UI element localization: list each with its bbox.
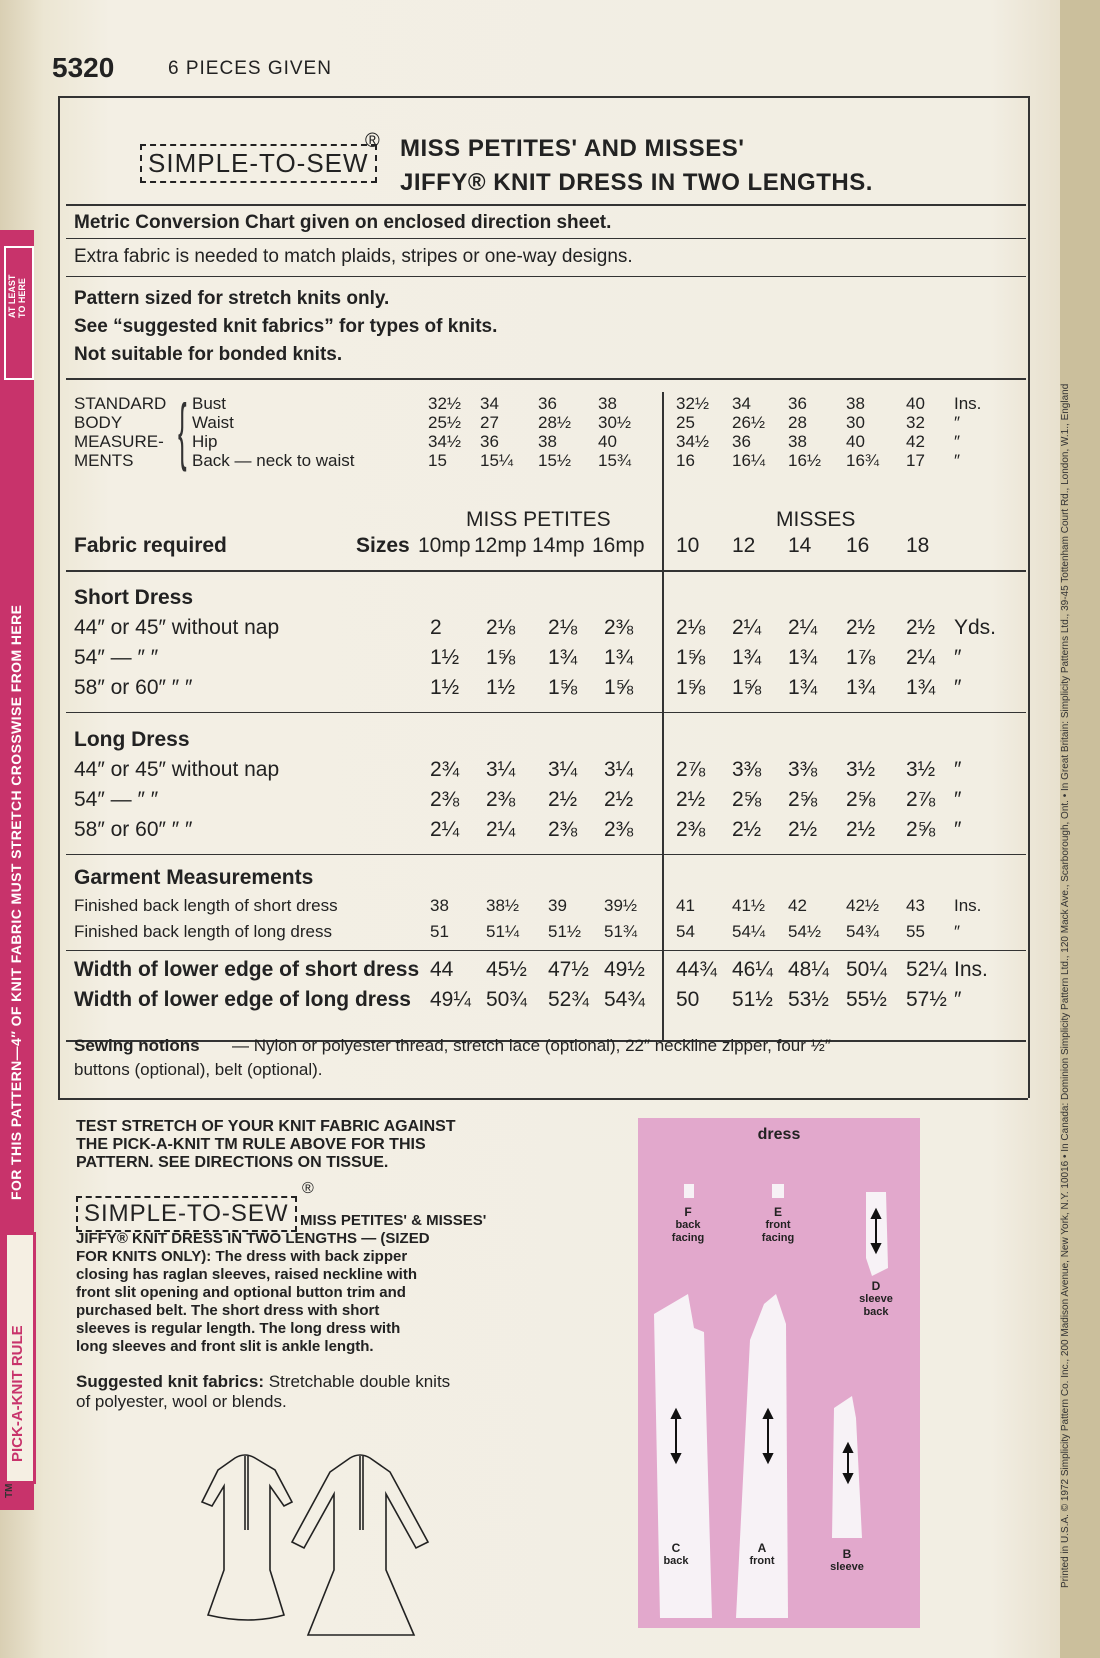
- row-label: 44″ or 45″ without nap: [74, 616, 280, 639]
- divider: [66, 570, 1026, 572]
- petite-value: 50¾: [486, 988, 527, 1011]
- registered-mark-small: ®: [302, 1180, 314, 1197]
- misses-value: 2½: [906, 616, 936, 639]
- stretch-instruction: FOR THIS PATTERN—4″ OF KNIT FABRIC MUST STRETCH CROSSWISE FROM HERE: [8, 604, 24, 1200]
- petite-value: 1½: [486, 676, 516, 699]
- misses-value: 2⅞: [906, 788, 936, 811]
- misses-value: 2⅝: [846, 788, 876, 811]
- petite-value: 2⅜: [604, 818, 634, 841]
- size-header: 12mp: [474, 534, 527, 557]
- misses-value: 51½: [732, 988, 773, 1011]
- misses-value: 2½: [676, 788, 706, 811]
- size-header: 16: [846, 534, 870, 557]
- row-label: 58″ or 60″ ″ ″: [74, 818, 193, 841]
- petite-value: 54¾: [604, 988, 645, 1011]
- petite-value: 3¼: [486, 758, 516, 781]
- unit-value: ″: [954, 676, 962, 699]
- petite-measure: 36: [538, 394, 557, 413]
- misses-value: 1⅞: [846, 646, 876, 669]
- pattern-title: [400, 132, 873, 200]
- unit-value: ″: [954, 988, 962, 1011]
- misses-value: 2¼: [788, 616, 818, 639]
- misses-value: 46¼: [732, 958, 773, 981]
- petite-value: 49½: [604, 958, 645, 981]
- misses-value: 3⅜: [788, 758, 818, 781]
- pattern-number: 5320: [52, 52, 115, 83]
- dress-sketches: [190, 1450, 480, 1640]
- divider: [66, 378, 1026, 380]
- piece-c-label: C back: [663, 1541, 689, 1567]
- measure-unit: ″: [954, 451, 961, 470]
- measure-unit: ″: [954, 413, 961, 432]
- misses-value: 2½: [846, 818, 876, 841]
- measure-name: Hip: [192, 432, 218, 451]
- piece-a-shape: [736, 1294, 788, 1618]
- misses-measure: 26½: [732, 413, 766, 432]
- piece-d-label: D sleeve back: [859, 1279, 893, 1318]
- misses-value: 3½: [846, 758, 876, 781]
- misses-measure: 30: [846, 413, 865, 432]
- misses-value: 2½: [846, 616, 876, 639]
- misses-value: 2½: [788, 818, 818, 841]
- petite-value: 39½: [604, 896, 638, 915]
- row-label: Finished back length of long dress: [74, 922, 332, 941]
- misses-measure: 40: [906, 394, 925, 413]
- desc-line-0: MISS PETITES' & MISSES': [300, 1212, 487, 1229]
- row-label: 54″ — ″ ″: [74, 788, 159, 811]
- measure-name: Back — neck to waist: [192, 451, 355, 470]
- tm-mark: TM: [4, 1483, 15, 1498]
- size-header: 16mp: [592, 534, 645, 557]
- petite-value: 2⅛: [548, 616, 578, 639]
- section-title: Garment Measurements: [74, 866, 314, 889]
- misses-value: 52¼: [906, 958, 947, 981]
- petite-value: 2⅜: [486, 788, 516, 811]
- petite-value: 1⅝: [486, 646, 516, 669]
- misses-measure: 40: [846, 432, 865, 451]
- petite-value: 3¼: [604, 758, 634, 781]
- petite-value: 2: [430, 616, 442, 639]
- notions-label: Sewing notions: [74, 1036, 200, 1055]
- misses-value: 1¾: [788, 646, 818, 669]
- misses-value: 2¼: [906, 646, 936, 669]
- petite-value: 44: [430, 958, 454, 981]
- misses-measure: 32½: [676, 394, 710, 413]
- misses-value: 55: [906, 922, 925, 941]
- stretch-note-1: Pattern sized for stretch knits only.: [74, 288, 390, 309]
- misses-value: 2⅜: [676, 818, 706, 841]
- petite-value: 51¼: [486, 922, 520, 941]
- misses-value: 42½: [846, 896, 880, 915]
- petite-measure: 38: [598, 394, 617, 413]
- petite-value: 2¼: [486, 818, 516, 841]
- petite-value: 2½: [604, 788, 634, 811]
- size-header: 14mp: [532, 534, 585, 557]
- misses-value: 44¾: [676, 958, 717, 981]
- petite-measure: 15½: [538, 451, 572, 470]
- misses-value: 54¾: [846, 922, 880, 941]
- unit-value: ″: [954, 646, 962, 669]
- standard-body-label: STANDARD BODY MEASURE- MENTS: [74, 394, 167, 470]
- misses-measure: 34: [732, 394, 751, 413]
- pieces-given: 6 PIECES GIVEN: [168, 58, 332, 79]
- petite-measure: 25½: [428, 413, 462, 432]
- column-separator: [662, 392, 664, 1042]
- misses-measure: 42: [906, 432, 925, 451]
- misses-value: 1⅝: [732, 676, 762, 699]
- petite-value: 1½: [430, 646, 460, 669]
- piece-e-label: E front facing: [761, 1205, 795, 1244]
- misses-measure: 38: [846, 394, 865, 413]
- petite-measure: 28½: [538, 413, 572, 432]
- petite-value: 52¾: [548, 988, 589, 1011]
- suggested-fabrics: Suggested knit fabrics: Stretchable double knits: [76, 1372, 451, 1391]
- petite-measure: 36: [480, 432, 499, 451]
- petite-value: 1⅝: [604, 676, 634, 699]
- petite-value: 2⅜: [430, 788, 460, 811]
- size-header: 14: [788, 534, 812, 557]
- diagram-title: dress: [757, 1126, 801, 1143]
- at-least-label: AT LEAST: [7, 274, 17, 318]
- misses-value: 42: [788, 896, 807, 915]
- section-title: Long Dress: [74, 728, 190, 751]
- stretch-note-3: Not suitable for bonded knits.: [74, 344, 343, 365]
- petite-measure: 15¼: [480, 451, 514, 470]
- misses-value: 1¾: [788, 676, 818, 699]
- misses-value: 1¾: [846, 676, 876, 699]
- row-label: 54″ — ″ ″: [74, 646, 159, 669]
- long-dress-sketch: [292, 1455, 428, 1635]
- misses-measure: 28: [788, 413, 807, 432]
- petite-value: 1⅝: [548, 676, 578, 699]
- misses-measure: 38: [788, 432, 807, 451]
- fabric-required-label: Fabric required: [74, 534, 227, 557]
- misses-value: 1⅝: [676, 646, 706, 669]
- misses-value: 54½: [788, 922, 822, 941]
- misses-measure: 16½: [788, 451, 822, 470]
- petite-value: 1½: [430, 676, 460, 699]
- misses-value: 3½: [906, 758, 936, 781]
- unit-value: Ins.: [954, 896, 982, 915]
- misses-value: 55½: [846, 988, 887, 1011]
- section-title: Short Dress: [74, 586, 194, 609]
- petite-value: 47½: [548, 958, 589, 981]
- petite-value: 1¾: [604, 646, 634, 669]
- extra-fabric-note: Extra fabric is needed to match plaids, stripes or one-way designs.: [74, 246, 633, 267]
- divider: [66, 204, 1026, 206]
- size-header: 10mp: [418, 534, 471, 557]
- petite-value: 38: [430, 896, 449, 915]
- pick-a-knit-label: PICK-A-KNIT RULE: [9, 1325, 26, 1462]
- unit-value: Yds.: [954, 616, 997, 639]
- brace: {: [178, 389, 187, 472]
- petite-measure: 38: [538, 432, 557, 451]
- registered-mark: ®: [365, 130, 380, 152]
- petite-value: 2⅜: [548, 818, 578, 841]
- metric-note: Metric Conversion Chart given on enclosed direction sheet.: [74, 212, 612, 233]
- piece-a-label: A front: [749, 1541, 775, 1567]
- title-line-2: JIFFY® KNIT DRESS IN TWO LENGTHS.: [400, 169, 873, 196]
- misses-value: 1¾: [906, 676, 936, 699]
- misses-measure: 16¾: [846, 451, 880, 470]
- misses-measure: 34½: [676, 432, 710, 451]
- piece-c-shape: [654, 1294, 712, 1618]
- misses-measure: 36: [788, 394, 807, 413]
- petite-measure: 32½: [428, 394, 462, 413]
- misses-value: 41½: [732, 896, 766, 915]
- notions-line-2: buttons (optional), belt (optional).: [74, 1060, 323, 1079]
- misses-value: 1¾: [732, 646, 762, 669]
- notions-line-1: — Nylon or polyester thread, stretch lace (optional), 22″ neckline zipper, four ½″: [232, 1036, 831, 1055]
- petite-value: 39: [548, 896, 567, 915]
- petite-value: 2¾: [430, 758, 460, 781]
- petite-value: 51¾: [604, 922, 638, 941]
- unit-value: ″: [954, 922, 961, 941]
- petite-value: 45½: [486, 958, 527, 981]
- misses-value: 57½: [906, 988, 947, 1011]
- misses-measure: 17: [906, 451, 925, 470]
- divider: [58, 1098, 1028, 1100]
- misses-value: 2⅝: [732, 788, 762, 811]
- row-label: 44″ or 45″ without nap: [74, 758, 280, 781]
- misses-measure: 16: [676, 451, 695, 470]
- group-miss-petites: MISS PETITES: [466, 508, 611, 531]
- misses-value: 48¼: [788, 958, 829, 981]
- misses-value: 2⅛: [676, 616, 706, 639]
- misses-measure: 32: [906, 413, 925, 432]
- measure-name: Waist: [192, 413, 234, 432]
- petite-measure: 15: [428, 451, 447, 470]
- misses-measure: 16¼: [732, 451, 766, 470]
- petite-value: 2¼: [430, 818, 460, 841]
- petite-value: 51: [430, 922, 449, 941]
- row-label: Finished back length of short dress: [74, 896, 338, 915]
- petite-measure: 34: [480, 394, 499, 413]
- misses-measure: 25: [676, 413, 695, 432]
- misses-value: 1⅝: [676, 676, 706, 699]
- petite-measure: 40: [598, 432, 617, 451]
- petite-measure: 15¾: [598, 451, 632, 470]
- piece-b-label: B sleeve: [830, 1547, 864, 1573]
- to-here-label: TO HERE: [17, 278, 27, 318]
- row-label: Width of lower edge of short dress: [74, 958, 420, 981]
- pattern-layout-diagram: [638, 1118, 920, 1628]
- petite-value: 38½: [486, 896, 520, 915]
- measure-unit: Ins.: [954, 394, 982, 413]
- misses-value: 2¼: [732, 616, 762, 639]
- misses-value: 2⅝: [788, 788, 818, 811]
- publisher-imprint: Printed in U.S.A. © 1972 Simplicity Pattern Co. Inc., 200 Madison Avenue, New York, N.Y. 10016 • In Canada: Dominion Simplicity Pattern Ltd., 120 Mack Ave., Scarborough, Ont. • In Great Britain: Simplicity Patterns Ltd., 39-45 Tottenham Court Rd., London, W.1., England: [1060, 383, 1071, 1588]
- petite-value: 1¾: [548, 646, 578, 669]
- test-stretch-note: TEST STRETCH OF YOUR KNIT FABRIC AGAINST THE PICK-A-KNIT TM RULE ABOVE FOR THIS PATTERN. SEE DIRECTIONS ON TISSUE.: [76, 1118, 456, 1171]
- misses-value: 50¼: [846, 958, 887, 981]
- simple-to-sew-logo: SIMPLE-TO-SEW: [140, 144, 377, 183]
- petite-value: 2⅜: [604, 616, 634, 639]
- misses-value: 2½: [732, 818, 762, 841]
- misses-value: 2⅞: [676, 758, 706, 781]
- row-label: 58″ or 60″ ″ ″: [74, 676, 193, 699]
- misses-value: 53½: [788, 988, 829, 1011]
- petite-value: 2½: [548, 788, 578, 811]
- title-line-1: MISS PETITES' AND MISSES': [400, 135, 745, 162]
- measure-name: Bust: [192, 394, 227, 413]
- size-header: 18: [906, 534, 930, 557]
- petite-value: 51½: [548, 922, 582, 941]
- unit-value: Ins.: [954, 958, 988, 981]
- stretch-note-2: See “suggested knit fabrics” for types of knits.: [74, 316, 498, 337]
- misses-value: 54¼: [732, 922, 766, 941]
- measure-unit: ″: [954, 432, 961, 451]
- sizes-label: Sizes: [356, 534, 410, 557]
- description: JIFFY® KNIT DRESS IN TWO LENGTHS — (SIZED FOR KNITS ONLY): The dress with back zipper closing has raglan sleeves, raised neckline with front slit opening and optional button trim and purchased belt. The short dress with short sleeves is regular length. The long dress with long sleeves and front slit is ankle length.: [76, 1230, 430, 1355]
- misses-value: 2⅝: [906, 818, 936, 841]
- simple-to-sew-logo-small: SIMPLE-TO-SEW: [76, 1196, 297, 1232]
- suggested-fabrics-2: of polyester, wool or blends.: [76, 1392, 287, 1411]
- row-label: Width of lower edge of long dress: [74, 988, 411, 1011]
- piece-f-label: F back facing: [671, 1205, 705, 1244]
- petite-value: 3¼: [548, 758, 578, 781]
- petite-value: 49¼: [430, 988, 471, 1011]
- divider: [66, 238, 1026, 239]
- short-dress-sketch: [202, 1455, 292, 1620]
- size-header: 10: [676, 534, 700, 557]
- misses-value: 43: [906, 896, 925, 915]
- unit-value: ″: [954, 818, 962, 841]
- size-header: 12: [732, 534, 756, 557]
- petite-measure: 30½: [598, 413, 632, 432]
- misses-value: 3⅜: [732, 758, 762, 781]
- unit-value: ″: [954, 758, 962, 781]
- petite-measure: 27: [480, 413, 499, 432]
- misses-value: 54: [676, 922, 695, 941]
- divider: [66, 276, 1026, 277]
- group-misses: MISSES: [776, 508, 856, 531]
- misses-value: 50: [676, 988, 700, 1011]
- misses-measure: 36: [732, 432, 751, 451]
- unit-value: ″: [954, 788, 962, 811]
- petite-value: 2⅛: [486, 616, 516, 639]
- petite-measure: 34½: [428, 432, 462, 451]
- misses-value: 41: [676, 896, 695, 915]
